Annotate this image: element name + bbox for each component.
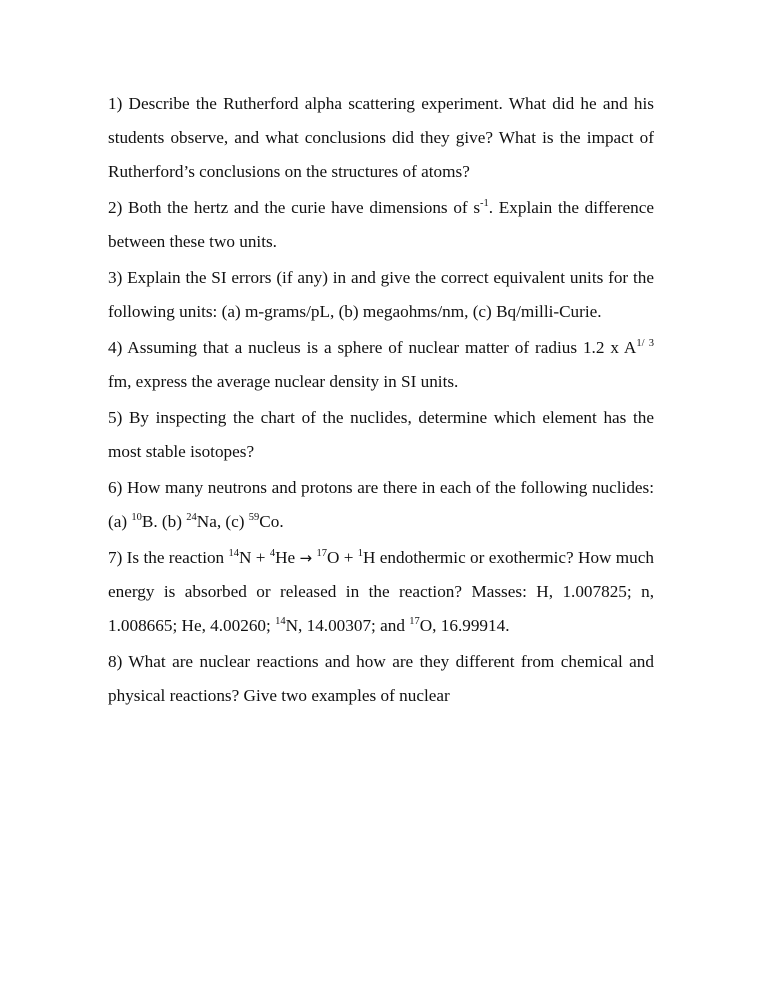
nuclide-symbol: B. (b) (141, 512, 187, 531)
nuclide-symbol: O, 16.99914. (419, 616, 510, 635)
document-page (108, 87, 654, 715)
question-7-text-mid: H endothermic or exothermic? How much energy is absorbed or released in the reaction? Masses: H, 1.007825; n, 1.008665; He, 4.00260; (108, 548, 654, 635)
question-6 (108, 471, 654, 539)
nuclide-symbol: Na, (c) (196, 512, 249, 531)
question-5: 5) By inspecting the chart of the nuclides, determine which element has the most stable isotopes? (108, 408, 654, 461)
question-7-text-masses: N, 14.00307; and (285, 616, 410, 635)
mass-number: 17 (316, 548, 327, 559)
question-8: 8) What are nuclear reactions and how are they different from chemical and physical reactions? Give two examples of nuclear (108, 652, 654, 705)
mass-number: 14 (228, 548, 240, 559)
nuclide-symbol: Co. (259, 512, 284, 531)
superscript: -1 (480, 198, 489, 209)
question-6-text: 6) How many neutrons and protons are there in each of the following nuclides: (a) (108, 478, 654, 531)
mass-number: 14 (275, 616, 286, 627)
mass-number: 10 (131, 512, 142, 523)
question-7 (108, 541, 654, 643)
mass-number: 1 (357, 548, 364, 559)
nuclide-symbol: N + (239, 548, 270, 567)
question-3: 3) Explain the SI errors (if any) in and give the correct equivalent units for the following units: (a) m-grams/pL, (b) megaohms/nm, (c) Bq/milli-Curie. (108, 268, 654, 321)
question-4-text: 4) Assuming that a nucleus is a sphere of nuclear matter of radius 1.2 x A (108, 338, 637, 357)
mass-number: 17 (409, 616, 420, 627)
question-2-text: 2) Both the hertz and the curie have dimensions of s (108, 198, 481, 217)
question-7-text: 7) Is the reaction (108, 548, 229, 567)
mass-number: 4 (269, 548, 276, 559)
mass-number: 24 (186, 512, 197, 523)
nuclide-symbol: O + (326, 548, 358, 567)
superscript: 1/ 3 (636, 338, 655, 349)
question-2-text-end: . Explain the difference between these two units. (108, 198, 654, 251)
question-1: 1) Describe the Rutherford alpha scattering experiment. What did he and his students observe, and what conclusions did they give? What is the impact of Rutherford’s conclusions on the structures of atoms? (108, 94, 654, 181)
nuclide-symbol: He (275, 548, 300, 567)
question-2 (108, 191, 654, 259)
reaction-arrow-icon: → (299, 549, 313, 567)
mass-number: 59 (248, 512, 260, 523)
question-4-text-end: fm, express the average nuclear density in SI units. (108, 372, 459, 391)
question-4 (108, 331, 654, 399)
